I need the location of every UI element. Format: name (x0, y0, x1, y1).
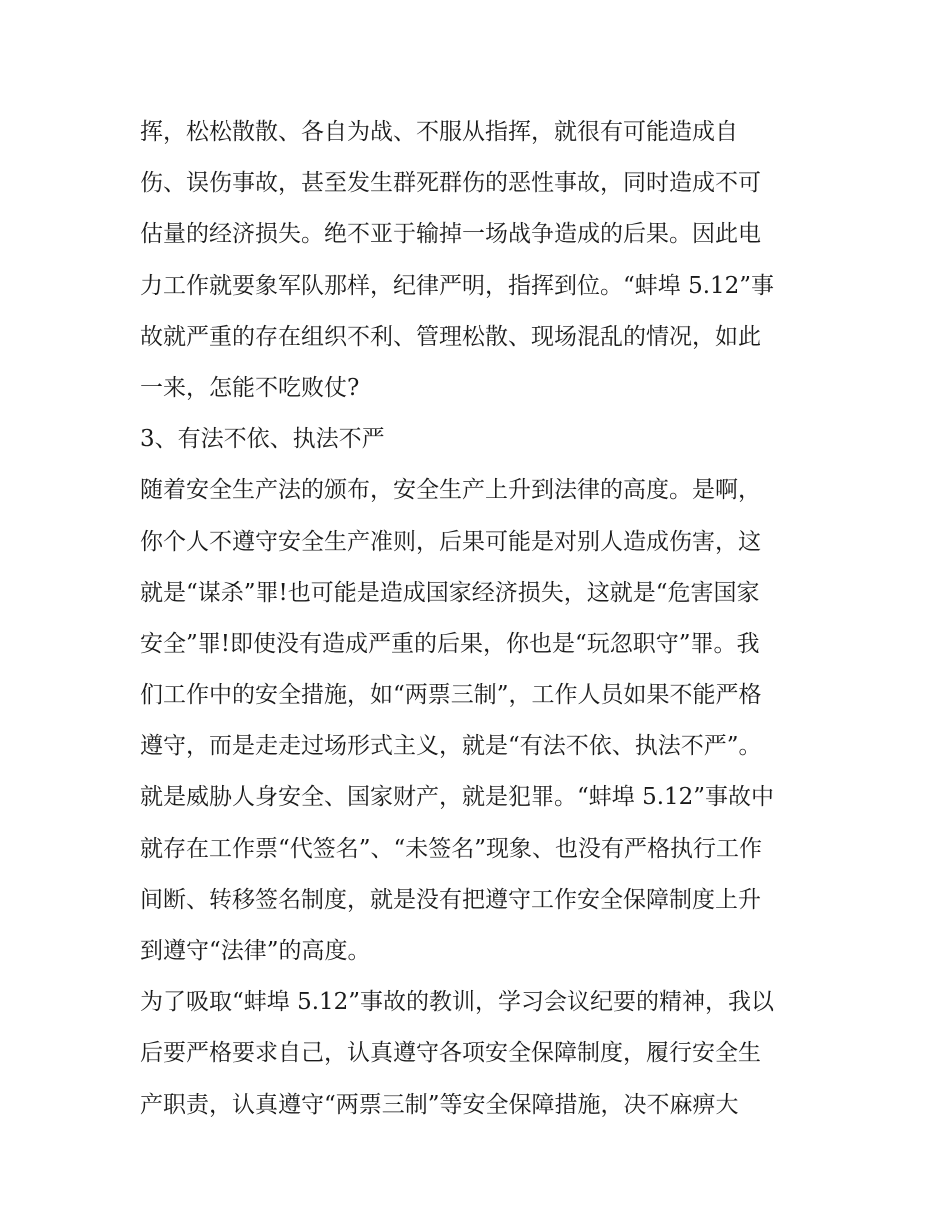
text-line: 挥，松松散散、各自为战、不服从指挥，就很有可能造成自 (140, 119, 738, 145)
text-line: 安全”罪!即使没有造成严重的后果，你也是“玩忽职守”罪。我 (140, 630, 760, 657)
text-line: 就存在工作票“代签名”、“未签名”现象、也没有严格执行工作 (140, 835, 763, 862)
text-line: 们工作中的安全措施，如“两票三制”，工作人员如果不能严格 (140, 682, 762, 709)
text-line: 估量的经济损失。绝不亚于输掉一场战争造成的后果。因此电 (140, 221, 761, 248)
text-line: 为了吸取“蚌埠 5.12”事故的教训，学习会议纪要的精神，我以 (140, 989, 775, 1016)
section-heading: 3、有法不依、执法不严 (140, 426, 385, 453)
text-line: 到遵守“法律”的高度。 (140, 938, 371, 964)
text-line: 故就严重的存在组织不利、管理松散、现场混乱的情况，如此 (140, 323, 761, 350)
text-line: 力工作就要象军队那样，纪律严明，指挥到位。“蚌埠 5.12”事 (140, 272, 775, 299)
text-line: 就是威胁人身安全、国家财产，就是犯罪。“蚌埠 5.12”事故中 (140, 784, 775, 811)
text-line: 一来，怎能不吃败仗? (140, 374, 360, 401)
text-line: 间断、转移签名制度，就是没有把遵守工作安全保障制度上升 (140, 886, 761, 913)
text-line: 遵守，而是走走过场形式主义，就是“有法不依、执法不严”。 (140, 733, 762, 760)
text-line: 你个人不遵守安全生产准则，后果可能是对别人造成伤害，这 (140, 528, 761, 555)
body-text (140, 107, 820, 1131)
text-line: 就是“谋杀”罪!也可能是造成国家经济损失，这就是“危害国家 (140, 579, 760, 606)
text-line: 随着安全生产法的颁布，安全生产上升到法律的高度。是啊， (140, 477, 761, 504)
text-line: 伤、误伤事故，甚至发生群死群伤的恶性事故，同时造成不可 (140, 170, 761, 197)
text-line: 产职责，认真遵守“两票三制”等安全保障措施，决不麻痹大 (140, 1091, 739, 1118)
text-line: 后要严格要求自己，认真遵守各项安全保障制度，履行安全生 (140, 1040, 761, 1067)
